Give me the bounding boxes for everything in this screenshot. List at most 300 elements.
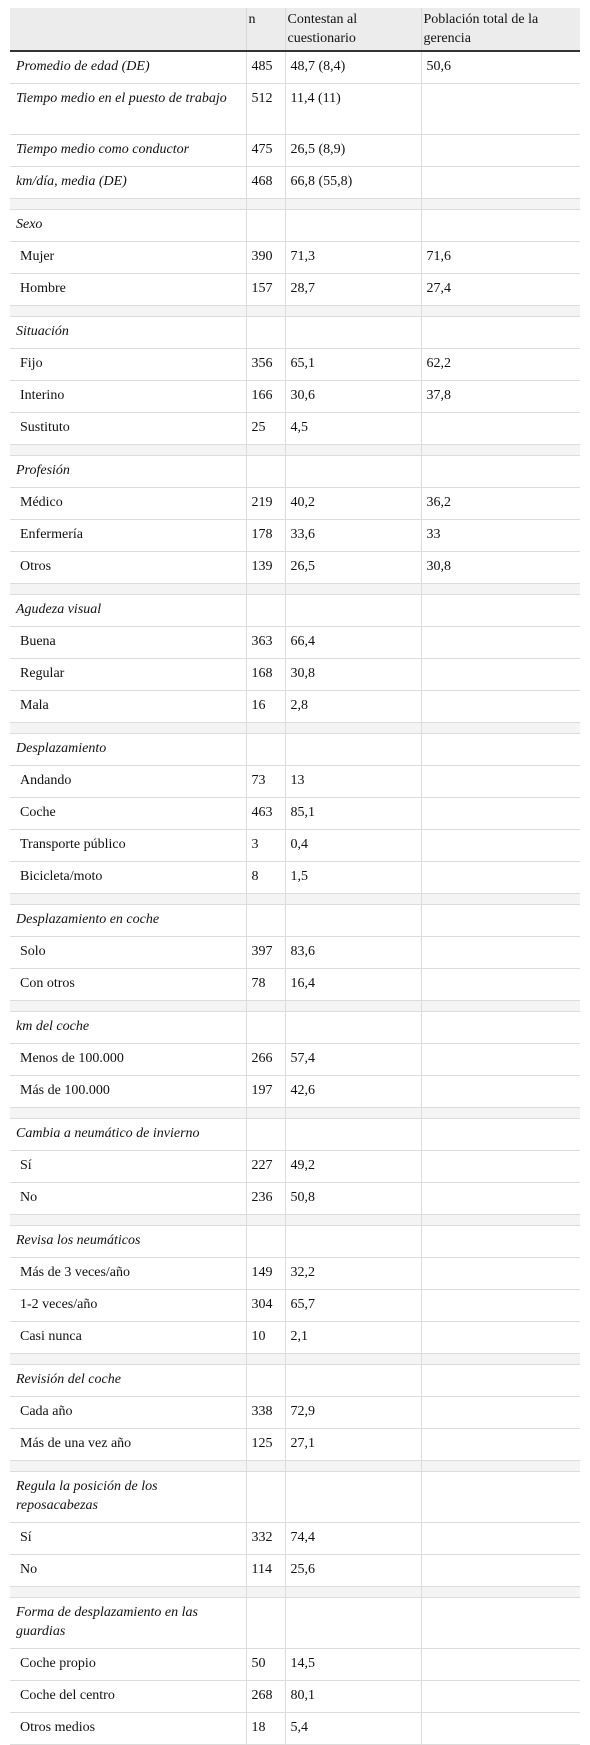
cell-poblacion <box>421 1226 580 1258</box>
separator-cell <box>285 1461 421 1472</box>
cell-poblacion: 30,8 <box>421 552 580 584</box>
cell-contestan <box>285 210 421 242</box>
cell-poblacion <box>421 862 580 894</box>
separator-cell <box>246 1354 285 1365</box>
separator-cell <box>10 584 246 595</box>
row-label: km/día, media (DE) <box>10 167 246 199</box>
cell-contestan: 80,1 <box>285 1681 421 1713</box>
cell-n: 268 <box>246 1681 285 1713</box>
row-label: Hombre <box>10 274 246 306</box>
cell-contestan: 28,7 <box>285 274 421 306</box>
row-label: Promedio de edad (DE) <box>10 51 246 84</box>
row-label: Médico <box>10 488 246 520</box>
table-row <box>10 520 580 552</box>
cell-contestan: 5,4 <box>285 1713 421 1745</box>
cell-n: 227 <box>246 1151 285 1183</box>
cell-contestan <box>285 734 421 766</box>
cell-poblacion: 27,4 <box>421 274 580 306</box>
cell-n: 363 <box>246 627 285 659</box>
cell-contestan: 42,6 <box>285 1076 421 1108</box>
cell-poblacion <box>421 1429 580 1461</box>
cell-contestan: 26,5 <box>285 552 421 584</box>
separator-cell <box>246 1587 285 1598</box>
results-table-container <box>10 8 580 1745</box>
cell-contestan: 65,7 <box>285 1290 421 1322</box>
table-row <box>10 969 580 1001</box>
cell-contestan: 33,6 <box>285 520 421 552</box>
header-contestan: Contestan al cuestionario <box>285 8 421 51</box>
row-label: Fijo <box>10 349 246 381</box>
table-row <box>10 798 580 830</box>
row-label: Más de una vez año <box>10 1429 246 1461</box>
table-row <box>10 274 580 306</box>
category-row <box>10 1012 580 1044</box>
cell-poblacion <box>421 969 580 1001</box>
row-label: Enfermería <box>10 520 246 552</box>
group-separator <box>10 894 580 905</box>
row-label: Cada año <box>10 1397 246 1429</box>
cell-n: 25 <box>246 413 285 445</box>
row-label: Cambia a neumático de invierno <box>10 1119 246 1151</box>
cell-contestan <box>285 595 421 627</box>
separator-cell <box>246 1215 285 1226</box>
row-label: Desplazamiento <box>10 734 246 766</box>
cell-contestan: 74,4 <box>285 1523 421 1555</box>
cell-n: 338 <box>246 1397 285 1429</box>
cell-n: 18 <box>246 1713 285 1745</box>
table-row <box>10 691 580 723</box>
cell-contestan <box>285 1365 421 1397</box>
row-label: Sustituto <box>10 413 246 445</box>
cell-contestan: 57,4 <box>285 1044 421 1076</box>
cell-poblacion: 50,6 <box>421 51 580 84</box>
cell-n: 8 <box>246 862 285 894</box>
table-row <box>10 1429 580 1461</box>
row-label: Tiempo medio en el puesto de trabajo <box>10 84 246 135</box>
separator-cell <box>10 723 246 734</box>
table-row <box>10 1397 580 1429</box>
separator-cell <box>421 1461 580 1472</box>
cell-contestan: 66,4 <box>285 627 421 659</box>
cell-n: 463 <box>246 798 285 830</box>
separator-cell <box>285 1001 421 1012</box>
category-row <box>10 905 580 937</box>
row-label: Otros medios <box>10 1713 246 1745</box>
cell-n: 485 <box>246 51 285 84</box>
cell-poblacion <box>421 798 580 830</box>
group-separator <box>10 723 580 734</box>
separator-cell <box>246 1461 285 1472</box>
cell-poblacion: 37,8 <box>421 381 580 413</box>
cell-n: 468 <box>246 167 285 199</box>
cell-contestan: 25,6 <box>285 1555 421 1587</box>
table-row <box>10 381 580 413</box>
separator-cell <box>10 1587 246 1598</box>
cell-n: 114 <box>246 1555 285 1587</box>
category-row <box>10 167 580 199</box>
cell-contestan: 40,2 <box>285 488 421 520</box>
cell-n: 178 <box>246 520 285 552</box>
cell-poblacion <box>421 1472 580 1523</box>
table-header <box>10 8 580 51</box>
cell-poblacion: 62,2 <box>421 349 580 381</box>
group-separator <box>10 1587 580 1598</box>
group-separator <box>10 306 580 317</box>
cell-contestan <box>285 1598 421 1649</box>
cell-contestan: 66,8 (55,8) <box>285 167 421 199</box>
cell-n <box>246 1472 285 1523</box>
cell-n: 73 <box>246 766 285 798</box>
cell-n: 197 <box>246 1076 285 1108</box>
cell-n <box>246 1012 285 1044</box>
cell-poblacion <box>421 456 580 488</box>
cell-contestan: 2,1 <box>285 1322 421 1354</box>
separator-cell <box>421 1215 580 1226</box>
row-label: Coche <box>10 798 246 830</box>
cell-poblacion <box>421 1555 580 1587</box>
row-label: Profesión <box>10 456 246 488</box>
cell-poblacion <box>421 595 580 627</box>
category-row <box>10 1119 580 1151</box>
row-label: Casi nunca <box>10 1322 246 1354</box>
cell-contestan: 11,4 (11) <box>285 84 421 135</box>
table-row <box>10 1258 580 1290</box>
separator-cell <box>285 1354 421 1365</box>
cell-poblacion <box>421 1012 580 1044</box>
table-body <box>10 51 580 1745</box>
separator-cell <box>421 445 580 456</box>
separator-cell <box>246 584 285 595</box>
table-row <box>10 1290 580 1322</box>
separator-cell <box>285 306 421 317</box>
row-label: Más de 3 veces/año <box>10 1258 246 1290</box>
group-separator <box>10 1108 580 1119</box>
row-label: Interino <box>10 381 246 413</box>
separator-cell <box>246 1108 285 1119</box>
cell-poblacion <box>421 905 580 937</box>
cell-contestan: 26,5 (8,9) <box>285 135 421 167</box>
cell-contestan: 71,3 <box>285 242 421 274</box>
group-separator <box>10 1461 580 1472</box>
cell-poblacion: 36,2 <box>421 488 580 520</box>
cell-contestan: 48,7 (8,4) <box>285 51 421 84</box>
table-row <box>10 1555 580 1587</box>
group-separator <box>10 1215 580 1226</box>
cell-poblacion <box>421 1649 580 1681</box>
header-label <box>10 8 246 51</box>
cell-contestan: 2,8 <box>285 691 421 723</box>
cell-contestan: 4,5 <box>285 413 421 445</box>
cell-n: 236 <box>246 1183 285 1215</box>
row-label: 1-2 veces/año <box>10 1290 246 1322</box>
cell-n <box>246 1226 285 1258</box>
table-row <box>10 1713 580 1745</box>
cell-poblacion <box>421 766 580 798</box>
table-row <box>10 413 580 445</box>
cell-contestan: 83,6 <box>285 937 421 969</box>
cell-n: 397 <box>246 937 285 969</box>
category-row <box>10 317 580 349</box>
group-separator <box>10 584 580 595</box>
header-row <box>10 8 580 51</box>
category-row <box>10 1598 580 1649</box>
header-poblacion: Población total de la gerencia <box>421 8 580 51</box>
table-row <box>10 937 580 969</box>
separator-cell <box>285 199 421 210</box>
cell-n: 16 <box>246 691 285 723</box>
cell-n: 166 <box>246 381 285 413</box>
cell-poblacion: 71,6 <box>421 242 580 274</box>
cell-poblacion: 33 <box>421 520 580 552</box>
cell-n: 390 <box>246 242 285 274</box>
row-label: Desplazamiento en coche <box>10 905 246 937</box>
separator-cell <box>421 1001 580 1012</box>
row-label: Forma de desplazamiento en las guardias <box>10 1598 246 1649</box>
cell-contestan: 30,8 <box>285 659 421 691</box>
row-label: Regula la posición de los reposacabezas <box>10 1472 246 1523</box>
table-row <box>10 1183 580 1215</box>
cell-n <box>246 210 285 242</box>
separator-cell <box>246 306 285 317</box>
row-label: No <box>10 1183 246 1215</box>
cell-contestan: 32,2 <box>285 1258 421 1290</box>
cell-contestan <box>285 456 421 488</box>
row-label: Mujer <box>10 242 246 274</box>
cell-poblacion <box>421 1713 580 1745</box>
group-separator <box>10 445 580 456</box>
category-row <box>10 210 580 242</box>
cell-n: 475 <box>246 135 285 167</box>
cell-contestan: 85,1 <box>285 798 421 830</box>
cell-poblacion <box>421 1076 580 1108</box>
table-row <box>10 242 580 274</box>
cell-poblacion <box>421 210 580 242</box>
category-row <box>10 135 580 167</box>
row-label: Bicicleta/moto <box>10 862 246 894</box>
row-label: Coche del centro <box>10 1681 246 1713</box>
cell-poblacion <box>421 1365 580 1397</box>
cell-contestan <box>285 317 421 349</box>
separator-cell <box>421 894 580 905</box>
cell-poblacion <box>421 627 580 659</box>
cell-poblacion <box>421 84 580 135</box>
cell-n <box>246 1119 285 1151</box>
separator-cell <box>421 1587 580 1598</box>
row-label: Sí <box>10 1523 246 1555</box>
separator-cell <box>285 1108 421 1119</box>
row-label: Sexo <box>10 210 246 242</box>
table-row <box>10 627 580 659</box>
separator-cell <box>10 1461 246 1472</box>
separator-cell <box>285 1215 421 1226</box>
category-row <box>10 595 580 627</box>
cell-poblacion <box>421 1044 580 1076</box>
cell-poblacion <box>421 1258 580 1290</box>
row-label: km del coche <box>10 1012 246 1044</box>
separator-cell <box>421 584 580 595</box>
group-separator <box>10 1001 580 1012</box>
table-row <box>10 1681 580 1713</box>
cell-n <box>246 456 285 488</box>
row-label: Con otros <box>10 969 246 1001</box>
table-row <box>10 349 580 381</box>
row-label: No <box>10 1555 246 1587</box>
cell-n: 139 <box>246 552 285 584</box>
cell-contestan <box>285 1472 421 1523</box>
table-row <box>10 552 580 584</box>
row-label: Coche propio <box>10 1649 246 1681</box>
table-row <box>10 1076 580 1108</box>
table-row <box>10 659 580 691</box>
cell-n <box>246 317 285 349</box>
cell-n <box>246 734 285 766</box>
cell-n: 10 <box>246 1322 285 1354</box>
table-row <box>10 1649 580 1681</box>
row-label: Tiempo medio como conductor <box>10 135 246 167</box>
cell-poblacion <box>421 1523 580 1555</box>
separator-cell <box>285 584 421 595</box>
category-row <box>10 84 580 135</box>
cell-n <box>246 1365 285 1397</box>
cell-poblacion <box>421 1598 580 1649</box>
table-row <box>10 488 580 520</box>
cell-contestan: 30,6 <box>285 381 421 413</box>
separator-cell <box>246 199 285 210</box>
separator-cell <box>246 445 285 456</box>
row-label: Solo <box>10 937 246 969</box>
cell-n: 3 <box>246 830 285 862</box>
cell-poblacion <box>421 317 580 349</box>
separator-cell <box>246 894 285 905</box>
separator-cell <box>10 1354 246 1365</box>
cell-n: 512 <box>246 84 285 135</box>
cell-poblacion <box>421 1151 580 1183</box>
cell-poblacion <box>421 830 580 862</box>
cell-contestan: 27,1 <box>285 1429 421 1461</box>
cell-poblacion <box>421 135 580 167</box>
separator-cell <box>246 723 285 734</box>
cell-n <box>246 905 285 937</box>
cell-n: 332 <box>246 1523 285 1555</box>
category-row <box>10 456 580 488</box>
cell-poblacion <box>421 734 580 766</box>
separator-cell <box>10 1001 246 1012</box>
group-separator <box>10 199 580 210</box>
cell-contestan: 49,2 <box>285 1151 421 1183</box>
row-label: Andando <box>10 766 246 798</box>
row-label: Buena <box>10 627 246 659</box>
row-label: Agudeza visual <box>10 595 246 627</box>
cell-contestan <box>285 1226 421 1258</box>
cell-n: 266 <box>246 1044 285 1076</box>
table-row <box>10 1044 580 1076</box>
separator-cell <box>10 199 246 210</box>
separator-cell <box>246 1001 285 1012</box>
results-table <box>10 8 580 1745</box>
separator-cell <box>285 723 421 734</box>
cell-contestan: 16,4 <box>285 969 421 1001</box>
table-row <box>10 1523 580 1555</box>
cell-n: 50 <box>246 1649 285 1681</box>
cell-contestan: 13 <box>285 766 421 798</box>
row-label: Menos de 100.000 <box>10 1044 246 1076</box>
separator-cell <box>421 306 580 317</box>
cell-n: 219 <box>246 488 285 520</box>
cell-contestan: 14,5 <box>285 1649 421 1681</box>
table-row <box>10 830 580 862</box>
cell-poblacion <box>421 413 580 445</box>
separator-cell <box>285 445 421 456</box>
cell-n: 125 <box>246 1429 285 1461</box>
cell-n: 356 <box>246 349 285 381</box>
separator-cell <box>10 1215 246 1226</box>
table-row <box>10 766 580 798</box>
row-label: Revisa los neumáticos <box>10 1226 246 1258</box>
row-label: Regular <box>10 659 246 691</box>
separator-cell <box>421 1108 580 1119</box>
separator-cell <box>421 1354 580 1365</box>
separator-cell <box>10 1108 246 1119</box>
cell-poblacion <box>421 167 580 199</box>
table-row <box>10 862 580 894</box>
cell-poblacion <box>421 1681 580 1713</box>
cell-contestan: 65,1 <box>285 349 421 381</box>
row-label: Más de 100.000 <box>10 1076 246 1108</box>
separator-cell <box>285 894 421 905</box>
category-row <box>10 51 580 84</box>
cell-poblacion <box>421 659 580 691</box>
category-row <box>10 1226 580 1258</box>
separator-cell <box>10 894 246 905</box>
cell-n: 78 <box>246 969 285 1001</box>
separator-cell <box>10 306 246 317</box>
cell-contestan <box>285 905 421 937</box>
cell-contestan: 50,8 <box>285 1183 421 1215</box>
cell-poblacion <box>421 691 580 723</box>
cell-contestan: 1,5 <box>285 862 421 894</box>
separator-cell <box>10 445 246 456</box>
cell-n: 157 <box>246 274 285 306</box>
row-label: Otros <box>10 552 246 584</box>
table-row <box>10 1151 580 1183</box>
cell-n <box>246 595 285 627</box>
cell-poblacion <box>421 1322 580 1354</box>
row-label: Transporte público <box>10 830 246 862</box>
table-row <box>10 1322 580 1354</box>
row-label: Situación <box>10 317 246 349</box>
row-label: Sí <box>10 1151 246 1183</box>
category-row <box>10 1365 580 1397</box>
cell-contestan <box>285 1012 421 1044</box>
group-separator <box>10 1354 580 1365</box>
separator-cell <box>421 723 580 734</box>
cell-contestan: 72,9 <box>285 1397 421 1429</box>
cell-poblacion <box>421 1397 580 1429</box>
cell-poblacion <box>421 1183 580 1215</box>
cell-poblacion <box>421 1119 580 1151</box>
header-n: n <box>246 8 285 51</box>
cell-n: 168 <box>246 659 285 691</box>
cell-n: 149 <box>246 1258 285 1290</box>
row-label: Mala <box>10 691 246 723</box>
category-row <box>10 734 580 766</box>
category-row <box>10 1472 580 1523</box>
cell-contestan: 0,4 <box>285 830 421 862</box>
cell-n: 304 <box>246 1290 285 1322</box>
row-label: Revisión del coche <box>10 1365 246 1397</box>
cell-n <box>246 1598 285 1649</box>
cell-poblacion <box>421 1290 580 1322</box>
